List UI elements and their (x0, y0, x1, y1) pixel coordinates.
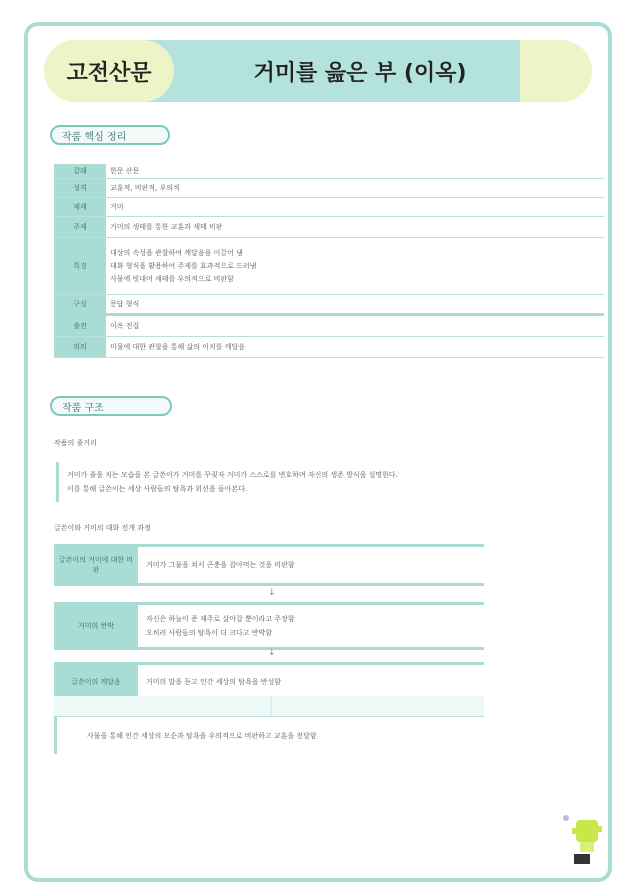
summary-table (54, 164, 604, 358)
row-value: 대화 형식을 활용하여 주제를 효과적으로 드러냄 (110, 262, 257, 270)
table-row (54, 217, 604, 238)
summary-quote (56, 462, 596, 502)
section-heading-label: 작품 구조 (62, 402, 104, 414)
table-row (54, 316, 604, 337)
arrow-down-icon: ↓ (268, 588, 276, 598)
row-key: 갈래 (54, 164, 106, 178)
flow-step (54, 544, 484, 586)
section-heading-summary (50, 125, 170, 145)
category-label: 고전산문 (66, 60, 152, 86)
flow-step-label: 글쓴이의 거미에 대한 비판 (54, 547, 138, 583)
table-row (54, 238, 604, 295)
row-value: 한문 산문 (110, 167, 140, 175)
flow-step (54, 662, 484, 699)
table-row (54, 179, 604, 198)
category-badge (44, 40, 174, 102)
flow-divider (270, 696, 272, 716)
quote-line: 이를 통해 글쓴이는 세상 사람들의 탐욕과 위선을 돌아본다. (67, 485, 248, 493)
flow-step-text: 자신은 하늘이 준 재주로 살아갈 뿐이라고 주장함 (146, 615, 295, 623)
flow-step-label: 거미의 반박 (54, 605, 138, 647)
flow-heading: 글쓴이와 거미의 대화 전개 과정 (54, 524, 151, 532)
table-row (54, 295, 604, 316)
row-value: 미물에 대한 관찰을 통해 삶의 이치를 깨달음 (110, 343, 246, 351)
flow-step-label: 글쓴이의 깨달음 (54, 665, 138, 699)
mascot-icon (560, 810, 606, 866)
row-key: 제재 (54, 198, 106, 216)
row-value: 거미의 생태를 통한 교훈과 세태 비판 (110, 223, 223, 231)
flow-divider-band (54, 696, 484, 716)
row-key: 성격 (54, 179, 106, 197)
row-value: 거미 (110, 203, 124, 211)
flow-step-text: 거미의 말을 듣고 인간 세상의 탐욕을 반성함 (146, 678, 282, 686)
arrow-down-icon: ↓ (268, 648, 276, 658)
table-row (54, 337, 604, 358)
row-key: 구성 (54, 295, 106, 313)
table-row (54, 198, 604, 217)
row-key: 주제 (54, 217, 106, 237)
row-value: 문답 형식 (110, 300, 140, 308)
section-heading-structure (50, 396, 172, 416)
quote-line: 거미가 줄을 치는 모습을 본 글쓴이가 거미를 꾸짖자 거미가 스스로를 변호하며 자신의 생존 방식을 설명한다. (67, 471, 398, 479)
section-heading-label: 작품 핵심 정리 (62, 131, 127, 143)
row-value: 이옥 전집 (110, 322, 140, 330)
row-value: 사물에 빗대어 세태를 우의적으로 비판함 (110, 275, 234, 283)
row-key: 출전 (54, 316, 106, 336)
row-key: 의의 (54, 337, 106, 357)
header-end-cap (520, 40, 592, 102)
flow-step-text: 오히려 사람들의 탐욕이 더 크다고 반박함 (146, 629, 273, 637)
flow-step (54, 602, 484, 650)
structure-intro: 작품의 줄거리 (54, 439, 97, 447)
header-title-bar (140, 40, 550, 102)
flow-step-text: 거미가 그물을 쳐서 곤충을 잡아먹는 것을 비판함 (146, 561, 295, 569)
page-title: 거미를 읊은 부 (이옥) (253, 60, 467, 86)
table-row (54, 164, 604, 179)
conclusion-text: 사물을 통해 인간 세상의 모순과 탐욕을 우의적으로 비판하고 교훈을 전달함 (87, 731, 317, 740)
row-key: 특징 (54, 238, 106, 294)
row-value: 대상의 속성을 관찰하여 깨달음을 이끌어 냄 (110, 249, 243, 257)
row-value: 교훈적, 비판적, 우의적 (110, 184, 180, 192)
conclusion-box (54, 716, 484, 754)
